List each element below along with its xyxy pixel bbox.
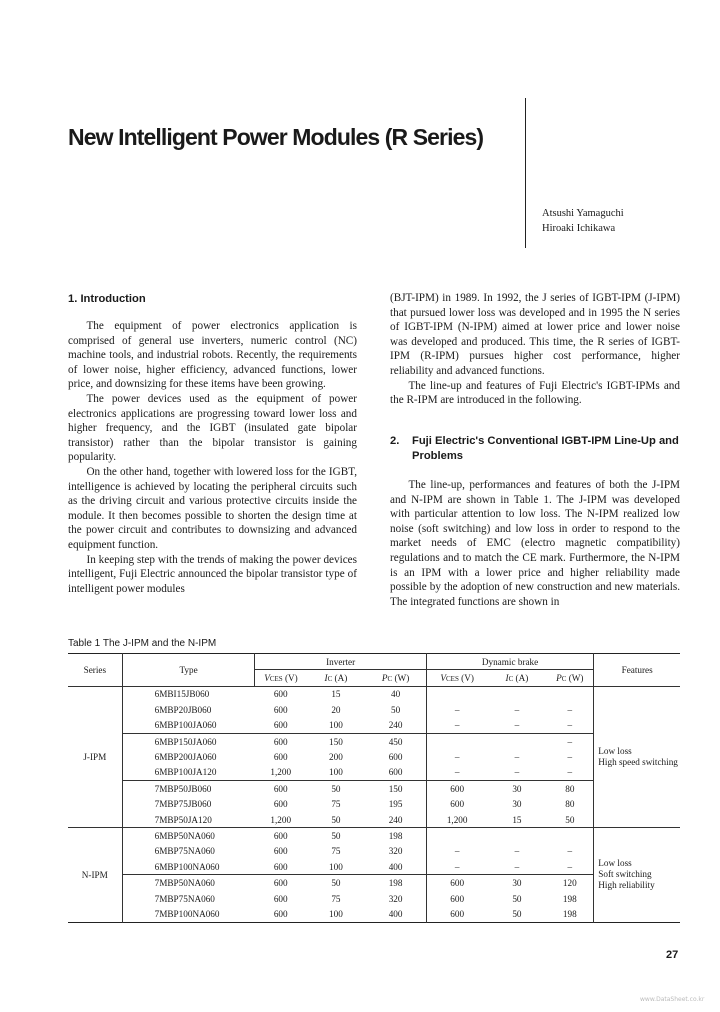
right-column-top (390, 291, 680, 408)
vces-subscript: CES (269, 674, 283, 683)
value-cell: 50 (306, 828, 365, 844)
value-cell: 100 (329, 908, 343, 919)
value-cell: – (426, 718, 487, 734)
value-cell: – (567, 767, 573, 778)
value-cell: 400 (388, 861, 403, 872)
table-row (68, 812, 680, 828)
value-cell: 50 (512, 893, 522, 904)
pc-unit: (W) (392, 672, 410, 683)
header-brake-pc (546, 670, 593, 686)
series-cell: J-IPM (83, 752, 107, 763)
left-column (68, 319, 357, 596)
page-number: 27 (666, 949, 679, 961)
table-row (68, 781, 680, 797)
value-cell (426, 828, 487, 844)
value-cell: 30 (487, 875, 546, 891)
table-row (68, 875, 680, 891)
value-cell: 600 (388, 752, 403, 763)
value-cell: 50 (390, 704, 401, 715)
value-cell: 400 (388, 908, 403, 919)
ic-subscript: C (508, 674, 514, 683)
value-cell: 150 (365, 781, 426, 797)
value-cell: 80 (565, 799, 575, 810)
value-cell: 30 (512, 799, 522, 810)
vces-unit: (V) (282, 672, 298, 683)
value-cell: 100 (329, 767, 343, 778)
value-cell: 100 (329, 720, 343, 731)
value-cell: – (567, 846, 573, 857)
section-1-heading: 1. Introduction (68, 293, 146, 305)
ic-unit: (A) (513, 672, 529, 683)
table-row (68, 844, 680, 859)
value-cell: – (567, 720, 573, 731)
value-cell: 40 (390, 689, 401, 700)
table-row (68, 859, 680, 875)
value-cell: 20 (331, 704, 341, 715)
value-cell: 50 (331, 814, 341, 825)
value-cell: 75 (331, 893, 341, 904)
value-cell: 320 (388, 893, 403, 904)
author-2: Hiroaki Ichikawa (542, 223, 616, 234)
value-cell: 75 (331, 846, 341, 857)
header-vces (255, 670, 307, 686)
value-cell: 600 (255, 733, 307, 749)
header-pc (365, 670, 426, 686)
header-inverter: Inverter (255, 654, 426, 670)
value-cell: – (567, 704, 573, 715)
pc-subscript: C (387, 674, 393, 683)
paragraph: In keeping step with the trends of making the power devices intelligent, Fuji Electric announced the bipolar transistor type of intelligent power modules (68, 553, 357, 595)
vces-subscript: CES (446, 674, 459, 683)
value-cell (487, 733, 546, 749)
value-cell (487, 686, 546, 702)
table-row (68, 906, 680, 922)
features-cell (594, 686, 680, 828)
type-cell: 6MBP100NA060 (122, 859, 255, 875)
watermark: www.DataSheet.co.kr (640, 996, 705, 1003)
value-cell: 80 (546, 781, 593, 797)
type-cell: 6MBP100JA060 (122, 718, 255, 734)
value-cell: 600 (426, 875, 487, 891)
value-cell: 1,200 (270, 767, 292, 778)
value-cell: 30 (487, 781, 546, 797)
paragraph: The line-up and features of Fuji Electric's IGBT-IPMs and the R-IPM are introduced in the following. (390, 379, 680, 407)
paragraph: (BJT-IPM) in 1989. In 1992, the J series of IGBT-IPM (J-IPM) that pursued lower loss was developed and in 1995 the N series of IGBT-IPM (N-IPM) aimed at lower price and lower noise was developed and produced. This time, the R series of IGBT-IPM (R-IPM) pursues higher cost performance, higher reliability and advanced functions. (390, 292, 680, 377)
paragraph: The power devices used as the equipment of power electronics applications are progressing toward lower loss and higher frequency, and the IGBT (insulated gate bipolar transistor) rather than the bipolar transistor is gaining popularity. (68, 392, 357, 464)
value-cell (546, 686, 593, 702)
value-cell: – (514, 720, 520, 731)
vces-unit: (V) (458, 672, 474, 683)
type-cell: 7MBP50JB060 (122, 781, 255, 797)
value-cell: 100 (329, 861, 343, 872)
table-row (68, 733, 680, 749)
table-row (68, 891, 680, 906)
value-cell: 600 (273, 861, 288, 872)
type-cell: 6MBP50NA060 (122, 828, 255, 844)
value-cell: 240 (388, 720, 403, 731)
value-cell: 600 (273, 799, 288, 810)
type-cell: 7MBP75NA060 (122, 891, 255, 906)
value-cell: 200 (329, 752, 343, 763)
value-cell: – (567, 861, 573, 872)
table-row (68, 702, 680, 717)
title-divider (525, 98, 526, 248)
value-cell: 50 (306, 781, 365, 797)
table-body (68, 686, 680, 922)
header-features: Features (594, 654, 680, 687)
ic-symbol: I (324, 672, 328, 683)
value-cell: 195 (388, 799, 403, 810)
value-cell: – (546, 733, 593, 749)
value-cell: 600 (273, 720, 288, 731)
value-cell: 600 (426, 781, 487, 797)
type-cell: 7MBP75JB060 (122, 797, 255, 812)
value-cell: 120 (546, 875, 593, 891)
value-cell: 450 (365, 733, 426, 749)
pc-symbol: P (381, 672, 388, 683)
ic-subscript: C (327, 674, 333, 683)
value-cell: – (567, 752, 573, 763)
section-2-title: Fuji Electric's Conventional IGBT-IPM Line-Up and Problems (412, 435, 679, 462)
value-cell: 600 (255, 875, 307, 891)
table-row (68, 686, 680, 702)
value-cell: – (426, 749, 487, 764)
value-cell: 50 (565, 814, 575, 825)
value-cell: 240 (388, 814, 403, 825)
value-cell: 198 (365, 828, 426, 844)
pc-subscript: C (561, 674, 567, 683)
value-cell: 600 (426, 891, 487, 906)
pc-unit: (W) (566, 672, 584, 683)
right-column-bottom (390, 478, 680, 609)
type-cell: 7MBP100NA060 (122, 906, 255, 922)
type-cell: 6MBI15JB060 (122, 686, 255, 702)
paragraph: The line-up, performances and features of both the J-IPM and N-IPM are shown in Table 1. The J-IPM was developed with particular attention to low loss. The N-IPM realized low noise (soft switching) and low loss in order to respond to the market needs of EMC (electro magnetic compatibility) regulations and to match the CE mark. Furthermore, the N-IPM is an IPM with a lower price and higher reliability made possible by the adoption of new construction and new materials. The integrated functions are shown in (390, 479, 680, 608)
value-cell (426, 733, 487, 749)
value-cell: 600 (426, 797, 487, 812)
value-cell: 50 (512, 908, 522, 919)
value-cell: 198 (562, 908, 577, 919)
features-cell (594, 828, 680, 922)
table-row (68, 749, 680, 764)
header-dynamic-brake: Dynamic brake (426, 654, 593, 670)
pc-symbol: P (556, 672, 562, 683)
header-brake-ic (487, 670, 546, 686)
value-cell: – (514, 846, 520, 857)
value-cell: 15 (331, 689, 341, 700)
feature-item: Low loss (598, 858, 632, 869)
paragraph: On the other hand, together with lowered loss for the IGBT, intelligence is achieved by locating the peripheral circuits such as the driving circuit and various protective circuits inside the module. It then becomes possible to shorten the design time at the power circuit and contributes to downsizing and advanced equipment function. (68, 465, 357, 551)
value-cell: 600 (273, 893, 288, 904)
value-cell: 600 (255, 781, 307, 797)
value-cell: 600 (273, 704, 288, 715)
type-cell: 6MBP150JA060 (122, 733, 255, 749)
value-cell: 75 (331, 799, 341, 810)
table-caption: Table 1 The J-IPM and the N-IPM (68, 638, 217, 649)
header-series: Series (68, 654, 122, 687)
ic-unit: (A) (332, 672, 348, 683)
value-cell: 50 (306, 875, 365, 891)
value-cell: 600 (388, 767, 403, 778)
value-cell: – (514, 767, 520, 778)
type-cell: 6MBP75NA060 (122, 844, 255, 859)
feature-item: High reliability (598, 880, 655, 891)
feature-item: Low loss (598, 746, 632, 757)
series-cell: N-IPM (68, 828, 122, 922)
value-cell (426, 686, 487, 702)
value-cell: 150 (306, 733, 365, 749)
table-row (68, 765, 680, 781)
paragraph: The equipment of power electronics application is comprised of general use inverters, numeric control (NC) machine tools, and industrial robots. Recently, the requirements of lower noise, higher efficiency, advanced functions, lower price, and downsizing for these items have been growing. (68, 320, 357, 391)
value-cell: – (426, 859, 487, 875)
vces-symbol: V (264, 672, 270, 683)
value-cell: – (514, 861, 520, 872)
table-row (68, 797, 680, 812)
feature-item: High speed switching (598, 757, 678, 768)
value-cell: 15 (512, 814, 522, 825)
value-cell: 198 (562, 893, 577, 904)
table-row (68, 828, 680, 844)
value-cell: 600 (273, 752, 288, 763)
table-row (68, 718, 680, 734)
ic-symbol: I (505, 672, 509, 683)
value-cell: 600 (255, 828, 307, 844)
value-cell: – (426, 765, 487, 781)
value-cell: 600 (273, 846, 288, 857)
section-2-number: 2. (390, 435, 400, 447)
value-cell: 1,200 (270, 814, 292, 825)
paper-title: New Intelligent Power Modules (R Series) (68, 124, 484, 150)
value-cell: 600 (273, 689, 288, 700)
type-cell: 6MBP100JA120 (122, 765, 255, 781)
type-cell: 7MBP50JA120 (122, 812, 255, 828)
value-cell: 600 (273, 908, 288, 919)
feature-item: Soft switching (598, 869, 652, 880)
value-cell: – (514, 752, 520, 763)
value-cell: – (514, 704, 520, 715)
type-cell: 6MBP200JA060 (122, 749, 255, 764)
header-type: Type (122, 654, 255, 687)
header-brake-vces (426, 670, 487, 686)
type-cell: 7MBP50NA060 (122, 875, 255, 891)
author-1: Atsushi Yamaguchi (542, 208, 624, 219)
value-cell: 198 (365, 875, 426, 891)
value-cell: – (426, 844, 487, 859)
value-cell: 1,200 (426, 812, 487, 828)
value-cell (487, 828, 546, 844)
ipm-table (68, 653, 680, 923)
value-cell: – (426, 702, 487, 717)
value-cell: 320 (388, 846, 403, 857)
type-cell: 6MBP20JB060 (122, 702, 255, 717)
header-ic (306, 670, 365, 686)
value-cell: 600 (426, 906, 487, 922)
vces-symbol: V (440, 672, 446, 683)
value-cell (546, 828, 593, 844)
